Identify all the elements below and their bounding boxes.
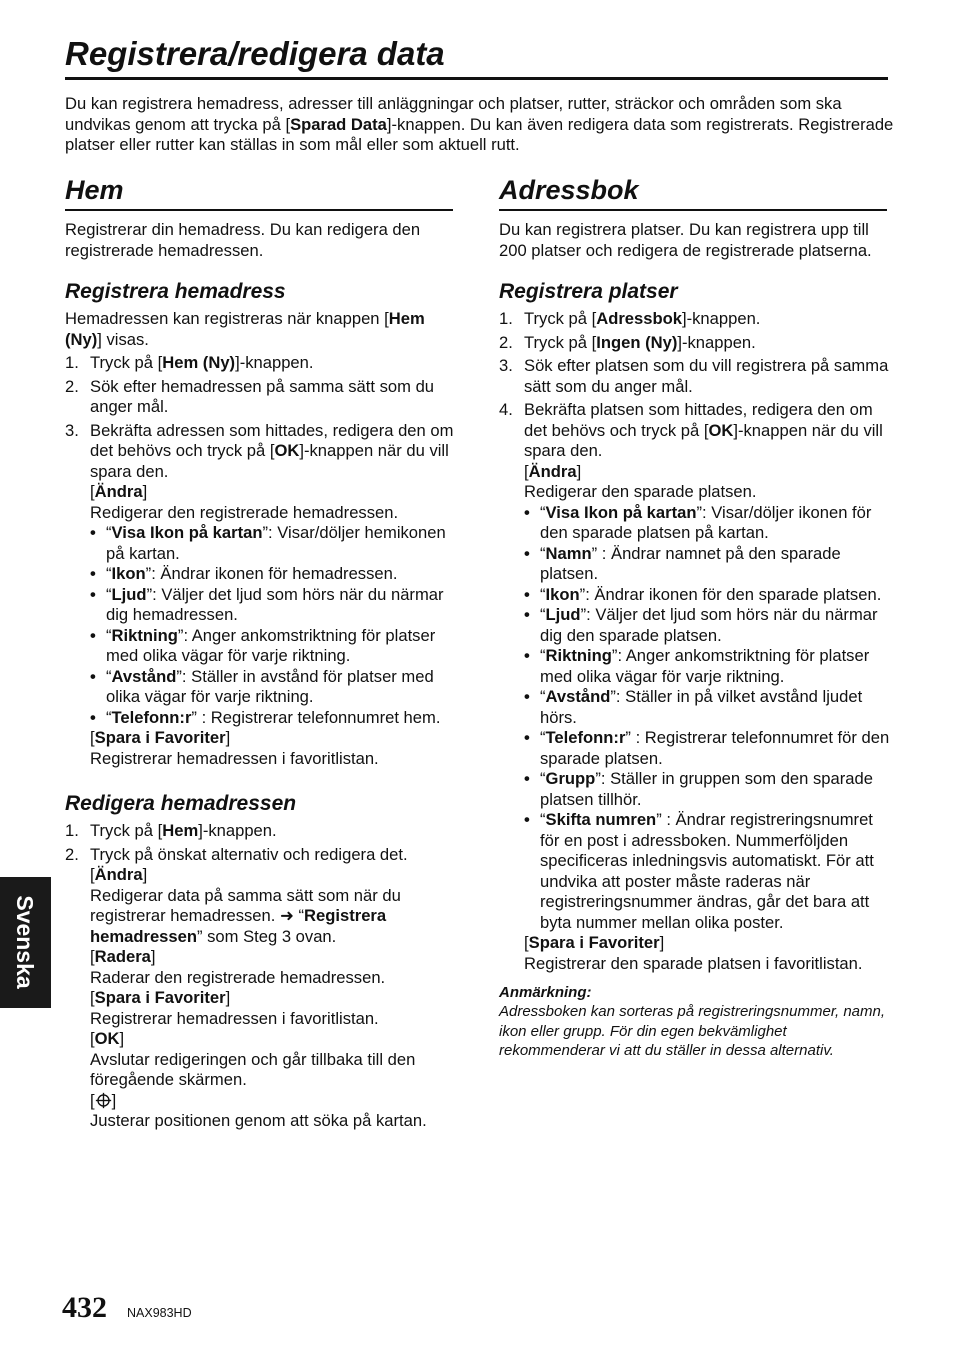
- adressbok-heading: Adressbok: [499, 175, 639, 205]
- list-item: 4. Bekräfta platsen som hittades, redigera den om det behövs och tryck på [OK]-knappen när du vill spara den. [Ändra] Redigerar den sparade platsen. • “Visa Ikon på kartan”: Visar/döljer ikonen för den sparade platsen på kartan. • “Namn” : Ändrar namnet på den sparade platsen. • “Ikon”: Ändrar ikonen för den sparade platsen. • “Ljud”: Väljer det ljud som hörs när du närmar dig den sparade platsen. • “Riktning”: Anger ankomstriktning för platser med olika vägar för varje riktning. • “Avstånd”: Ställer in på vilket avstånd ljudet hörs. • “Telefonn:r” : Registrerar telefonnumret för den sparade platsen. • “Grupp”: Ställer in gruppen som den sparade platsen tillhör. • “Skifta numren” : Ändrar registreringsnumret för en post i adressboken. Nummerföljden specificeras inledningsvis automatiskt. För att undvika att poster måste raderas när registreringsnummer ändras, går det bara att byta nummer mellan olika poster. [Spara i Favoriter] Registrerar den sparade platsen i favoritlistan.: [499, 400, 890, 973]
- andra-option: [Ändra]: [90, 865, 148, 884]
- spara-favoriter-option: [Spara i Favoriter]: [524, 933, 665, 952]
- andra-description: Redigerar data på samma sätt som när du registrerar hemadressen. ➜ “Registrera hemadressen” som Steg 3 ovan.: [90, 885, 401, 946]
- andra-bullets: [524, 503, 891, 934]
- ok-option: [OK]: [90, 1029, 125, 1048]
- position-option: [ ]: [90, 1090, 117, 1110]
- list-item: • “Avstånd”: Ställer in avstånd för platser med olika vägar för varje riktning.: [90, 666, 434, 706]
- list-item: • “Telefonn:r” : Registrerar telefonnumret för den sparade platsen.: [524, 728, 890, 768]
- list-item: • “Telefonn:r” : Registrerar telefonnumret hem.: [90, 707, 441, 727]
- list-item: 2. Tryck på önskat alternativ och redigera det. [Ändra] Redigerar data på samma sätt som när du registrerar hemadressen. ➜ “Registrera hemadressen” som Steg 3 ovan. [Radera] Raderar den registrerade hemadressen. [Spara i Favoriter] Registrerar hemadressen i favoritlistan. [OK] Avslutar redigeringen och går tillbaka till den föregående skärmen. [ ] Justerar positionen genom att söka på kartan.: [65, 845, 457, 1132]
- redigera-hemadressen-heading: Redigera hemadressen: [65, 792, 297, 815]
- language-tab-label: Svenska: [12, 895, 38, 989]
- ok-description: Avslutar redigeringen och går tillbaka till den föregående skärmen.: [90, 1049, 416, 1089]
- spara-favoriter-option: [Spara i Favoriter]: [90, 728, 231, 747]
- list-item: • “Visa Ikon på kartan”: Visar/döljer ikonen för den sparade platsen på kartan.: [524, 502, 872, 542]
- list-item: 1. Tryck på [Hem]-knappen.: [65, 821, 277, 840]
- andra-bullets: [90, 523, 457, 728]
- hem-divider: [65, 209, 453, 211]
- list-item: • “Riktning”: Anger ankomstriktning för platser med olika vägar för varje riktning.: [524, 646, 870, 686]
- list-item: 2. Tryck på [Ingen (Ny)]-knappen.: [499, 332, 756, 352]
- list-item: • “Visa Ikon på kartan”: Visar/döljer hemikonen på kartan.: [90, 523, 446, 563]
- model-number: NAX983HD: [127, 1306, 192, 1320]
- list-item: • “Ljud”: Väljer det ljud som hörs när du närmar dig hemadressen.: [90, 584, 444, 624]
- intro-paragraph: Du kan registrera hemadress, adresser till anläggningar och platser, rutter, sträckor och områden som ska undvikas genom att trycka på [Sparad Data]-knappen. Du kan även redigera data som registrerats. Registrerade platser eller rutter kan ställas in som mål eller som aktuell rutt.: [65, 94, 894, 154]
- registrera-platser-heading: Registrera platser: [499, 280, 678, 303]
- registrera-platser-steps: [499, 309, 891, 974]
- note-text: Adressboken kan sorteras på registreringsnummer, namn, ikon eller grupp. För din egen bekvämlighet rekommenderar vi att du ställer in dessa alternativ.: [499, 1003, 886, 1059]
- spara-favoriter-option: [Spara i Favoriter]: [90, 988, 231, 1007]
- redigera-hemadressen-steps: [65, 821, 457, 1132]
- list-item: • “Avstånd”: Ställer in på vilket avstånd ljudet hörs.: [524, 687, 863, 727]
- registrera-hemadress-heading: Registrera hemadress: [65, 280, 286, 303]
- crosshair-icon: [95, 1092, 112, 1109]
- radera-option: [Radera]: [90, 947, 156, 966]
- title-divider: [65, 77, 888, 80]
- note-label: Anmärkning:: [499, 984, 592, 1001]
- list-item: 1. Tryck på [Adressbok]-knappen.: [499, 309, 761, 328]
- list-item: 3. Sök efter platsen som du vill registrera på samma sätt som du anger mål.: [499, 356, 889, 396]
- list-item: • “Ikon”: Ändrar ikonen för hemadressen.: [90, 564, 398, 583]
- position-description: Justerar positionen genom att söka på kartan.: [90, 1111, 427, 1130]
- radera-description: Raderar den registrerade hemadressen.: [90, 967, 386, 987]
- spara-favoriter-description: Registrerar hemadressen i favoritlistan.: [90, 748, 379, 768]
- list-item: 3. Bekräfta adressen som hittades, redigera den om det behövs och tryck på [OK]-knappen när du vill spara den. [Ändra] Redigerar den registrerade hemadressen. • “Visa Ikon på kartan”: Visar/döljer hemikonen på kartan. • “Ikon”: Ändrar ikonen för hemadressen. • “Ljud”: Väljer det ljud som hörs när du närmar dig hemadressen. • “Riktning”: Anger ankomstriktning för platser med olika vägar för varje riktning. • “Avstånd”: Ställer in avstånd för platser med olika vägar för varje riktning. • “Telefonn:r” : Registrerar telefonnumret hem. [Spara i Favoriter] Registrerar hemadressen i favoritlistan.: [65, 421, 457, 770]
- list-item: 2. Sök efter hemadressen på samma sätt som du anger mål.: [65, 376, 435, 416]
- registrera-hemadress-intro: Hemadressen kan registreras när knappen [Hem (Ny)] visas.: [65, 309, 425, 349]
- registrera-hemadress-steps: [65, 353, 457, 769]
- spara-favoriter-description: Registrerar den sparade platsen i favoritlistan.: [524, 953, 863, 973]
- andra-option: [Ändra]: [90, 482, 148, 501]
- list-item: • “Ikon”: Ändrar ikonen för den sparade platsen.: [524, 584, 882, 604]
- page-title: Registrera/redigera data: [65, 35, 445, 72]
- andra-description: Redigerar den sparade platsen.: [524, 482, 757, 501]
- adressbok-description: Du kan registrera platser. Du kan registrera upp till 200 platser och redigera de registrerade platserna.: [499, 220, 872, 260]
- adressbok-column: [499, 173, 891, 1061]
- andra-description: Redigerar den registrerade hemadressen.: [90, 502, 399, 522]
- list-item: • “Ljud”: Väljer det ljud som hörs när du närmar dig den sparade platsen.: [524, 605, 878, 645]
- andra-option: [Ändra]: [524, 461, 582, 481]
- list-item: 1. Tryck på [Hem (Ny)]-knappen.: [65, 353, 314, 372]
- hem-column: [65, 173, 457, 1132]
- language-tab: [0, 877, 51, 1008]
- list-item: • “Riktning”: Anger ankomstriktning för platser med olika vägar för varje riktning.: [90, 625, 436, 665]
- page-number: 432: [62, 1291, 107, 1324]
- adressbok-divider: [499, 209, 887, 211]
- list-item: • “Skifta numren” : Ändrar registreringsnumret för en post i adressboken. Nummerföljden specificeras inledningsvis automatiskt. För att undvika att poster måste raderas när registreringsnummer ändras, går det bara att byta nummer mellan olika poster.: [524, 810, 874, 932]
- hem-heading: Hem: [65, 175, 124, 205]
- list-item: • “Grupp”: Ställer in gruppen som den sparade platsen tillhör.: [524, 769, 873, 809]
- hem-description: Registrerar din hemadress. Du kan redigera den registrerade hemadressen.: [65, 220, 421, 260]
- spara-favoriter-description: Registrerar hemadressen i favoritlistan.: [90, 1008, 379, 1028]
- list-item: • “Namn” : Ändrar namnet på den sparade platsen.: [524, 543, 841, 583]
